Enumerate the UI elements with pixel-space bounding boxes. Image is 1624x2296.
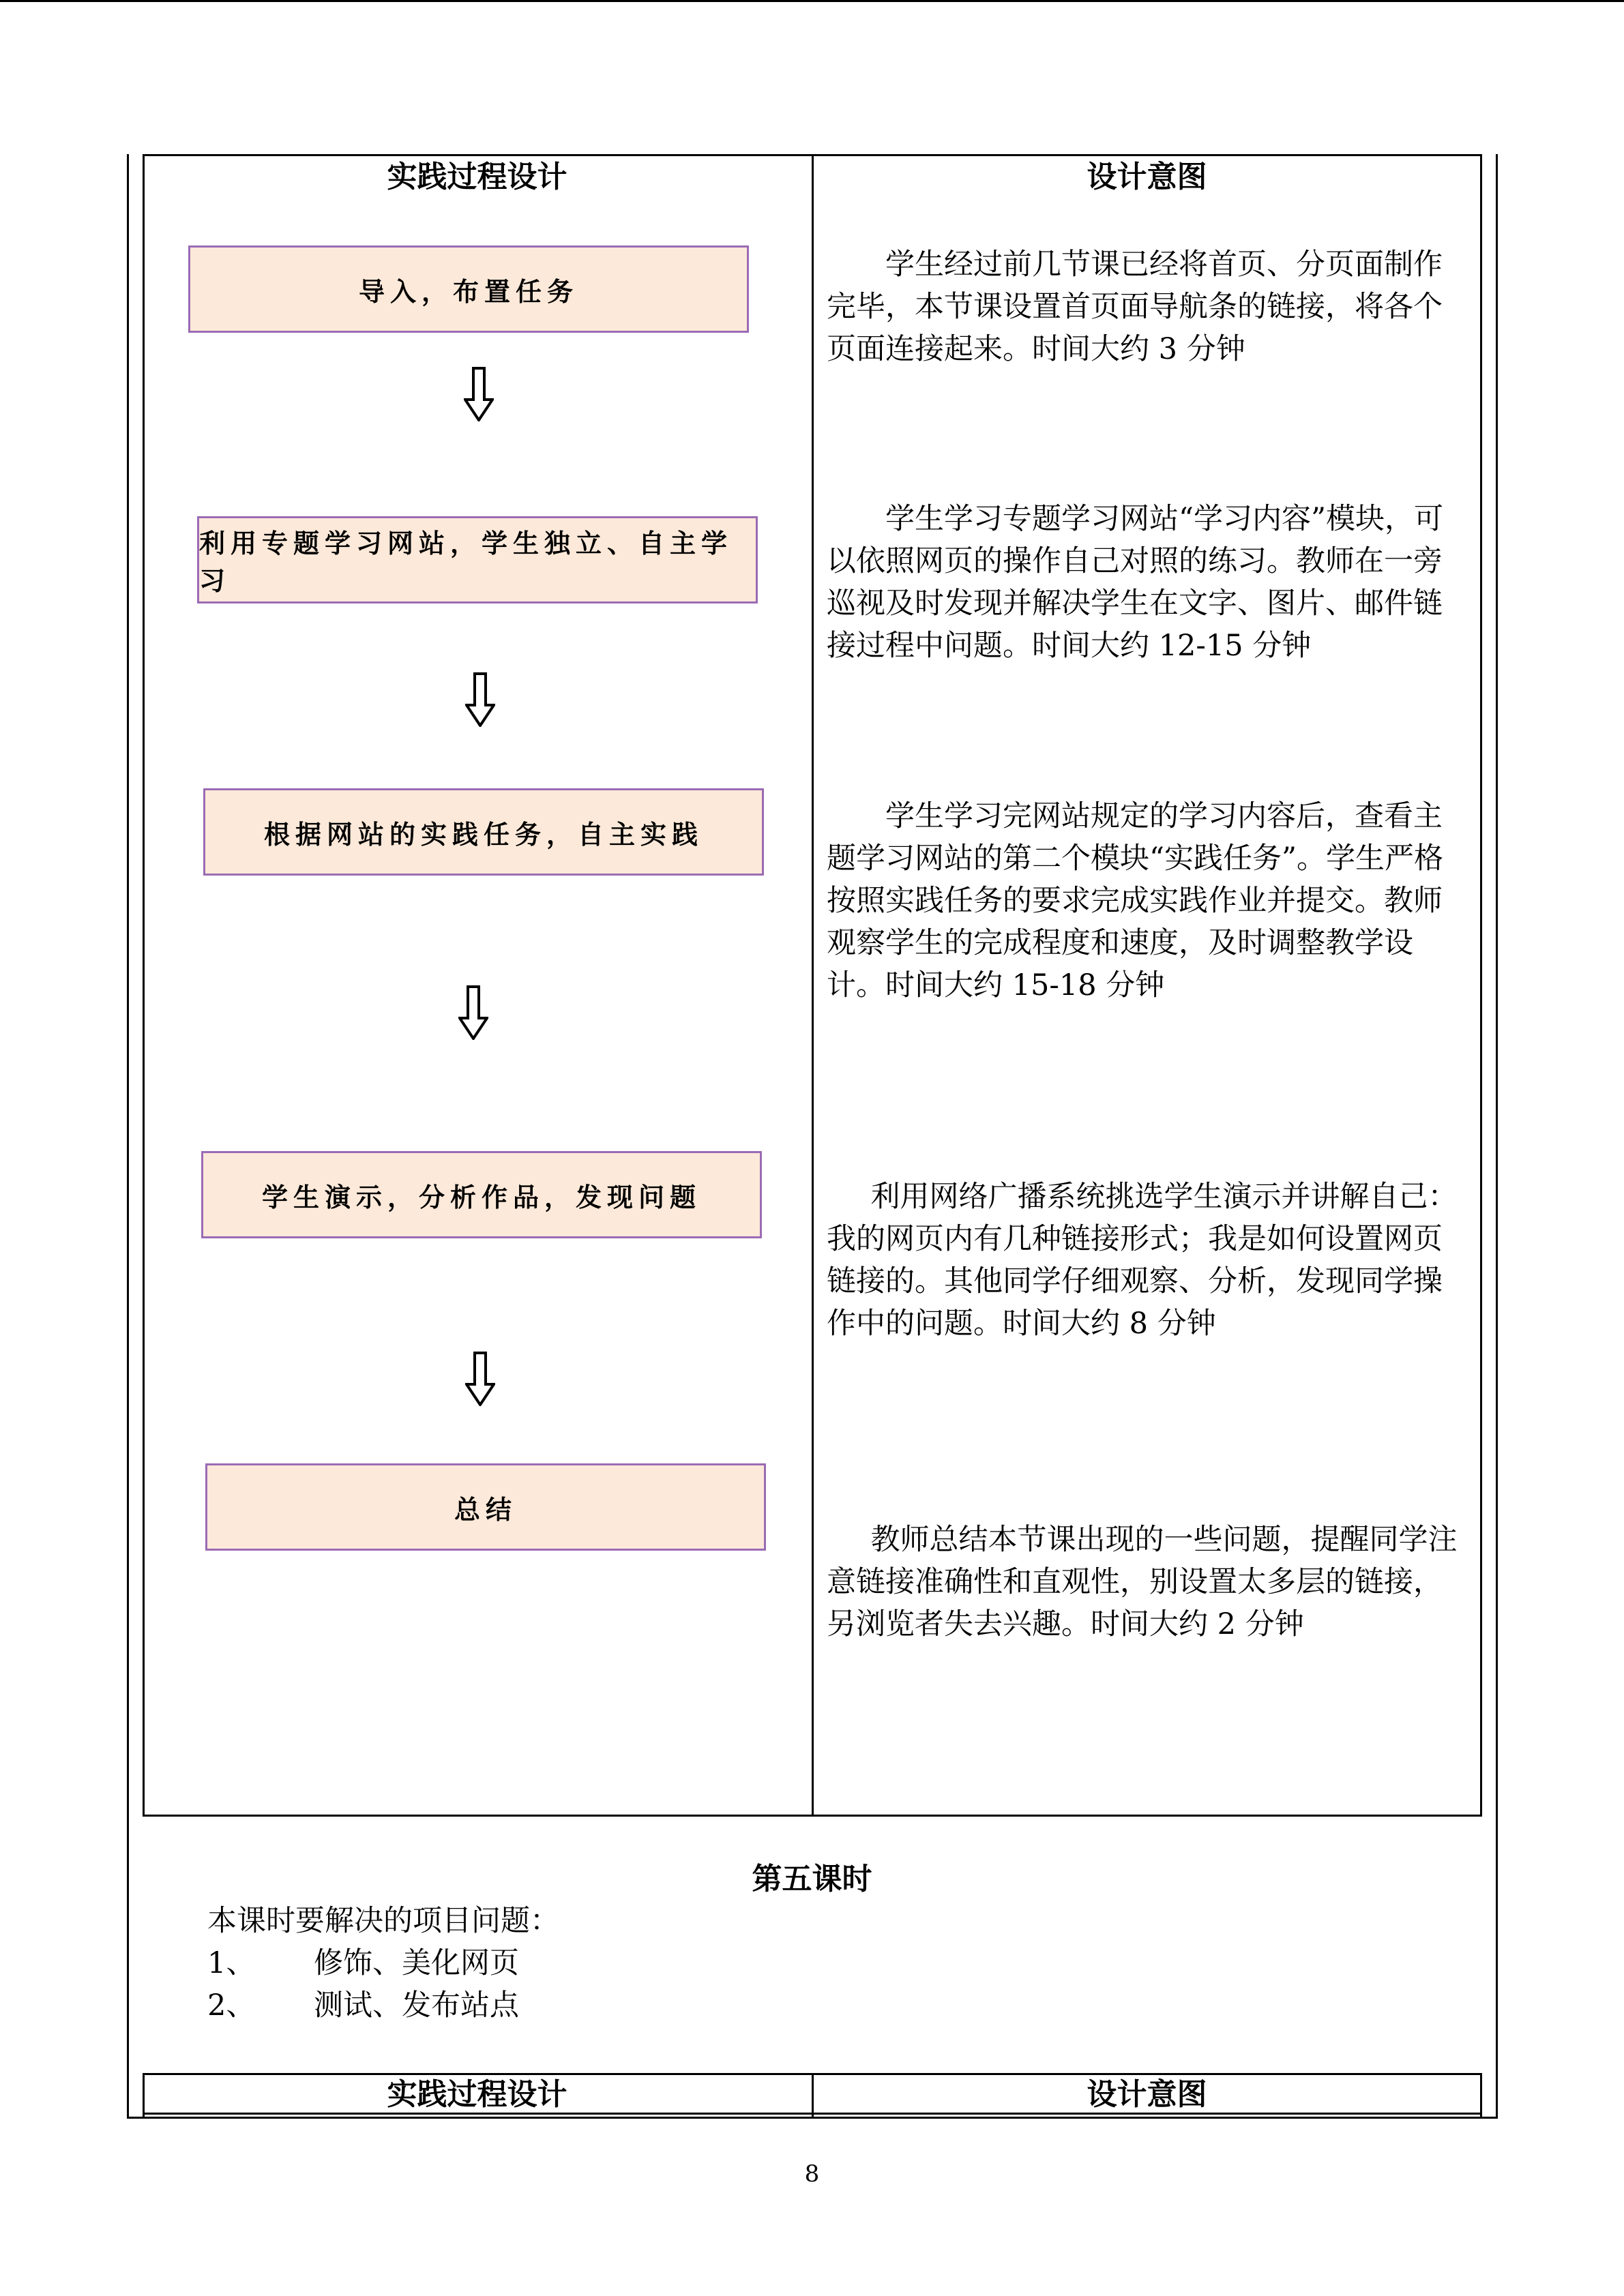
table1-left-border [143,154,145,1817]
list-item-text: 修饰、美化网页 [314,1946,519,1980]
page-top-rule [0,0,1624,2]
down-arrow-icon [464,367,494,421]
table1-column-divider [812,154,814,1817]
table1-bottom-border [143,1815,1482,1817]
design-intent-step-3 [827,795,1468,1007]
design-intent-step-2 [827,498,1468,667]
table2-header-right: 设计意图 [1087,2077,1207,2112]
down-arrow-icon [465,672,495,727]
list-item [207,1984,559,2027]
outer-frame-bottom [127,2117,1498,2119]
table1-header-right: 设计意图 [1087,160,1207,194]
design-intent-step-4 [827,1176,1468,1345]
lesson-title: 第五课时 [752,1862,872,1896]
list-item-number: 2、 [207,1988,256,2023]
table2-header-left: 实践过程设计 [387,2077,567,2112]
down-arrow-icon [458,985,488,1040]
design-intent-text: 教师总结本节课出现的一些问题，提醒同学注意链接准确性和直观性，别设置太多层的链接，另浏览者失去兴趣。时间大约 2 分钟 [827,1523,1458,1641]
design-intent-step-1 [827,243,1468,370]
lesson-intro: 本课时要解决的项目问题： [207,1904,559,1938]
flow-step-1-box: 导入，布置任务 [188,245,749,333]
design-intent-text: 学生学习专题学习网站“学习内容”模块，可以依照网页的操作自己对照的练习。教师在一旁巡视及时发现并解决学生在文字、图片、邮件链接过程中问题。时间大约 12-15 分钟 [827,502,1443,663]
table1-header-left: 实践过程设计 [387,160,567,194]
list-item-text: 测试、发布站点 [314,1988,519,2023]
outer-frame-right [1496,154,1498,2118]
table1-right-border [1480,154,1482,1817]
design-intent-text: 学生学习完网站规定的学习内容后，查看主题学习网站的第二个模块“实践任务”。学生严格按照实践任务的要求完成实践作业并提交。教师观察学生的完成程度和速度，及时调整教学设计。时间大约 15-18 分钟 [827,799,1443,1002]
design-intent-text: 利用网络广播系统挑选学生演示并讲解自己：我的网页内有几种链接形式；我是如何设置网页链接的。其他同学仔细观察、分析，发现同学操作中的问题。时间大约 8 分钟 [827,1180,1458,1341]
outer-frame-left [127,154,129,2118]
page-number: 8 [804,2160,820,2188]
table2-right-border [1480,2073,1482,2117]
flow-step-5-box: 总结 [205,1463,766,1551]
flow-step-4-box: 学生演示，分析作品，发现问题 [201,1151,762,1238]
design-intent-step-5 [827,1519,1468,1645]
list-item [207,1942,559,1984]
list-item-number: 1、 [207,1946,256,1980]
down-arrow-icon [465,1352,495,1406]
flow-step-2-box: 利用专题学习网站，学生独立、自主学习 [197,516,758,603]
design-intent-text: 学生经过前几节课已经将首页、分页面制作完毕，本节课设置首页面导航条的链接，将各个页面连接起来。时间大约 3 分钟 [827,248,1443,366]
flow-step-3-box: 根据网站的实践任务，自主实践 [203,788,764,876]
lesson-problems [207,1900,559,2027]
